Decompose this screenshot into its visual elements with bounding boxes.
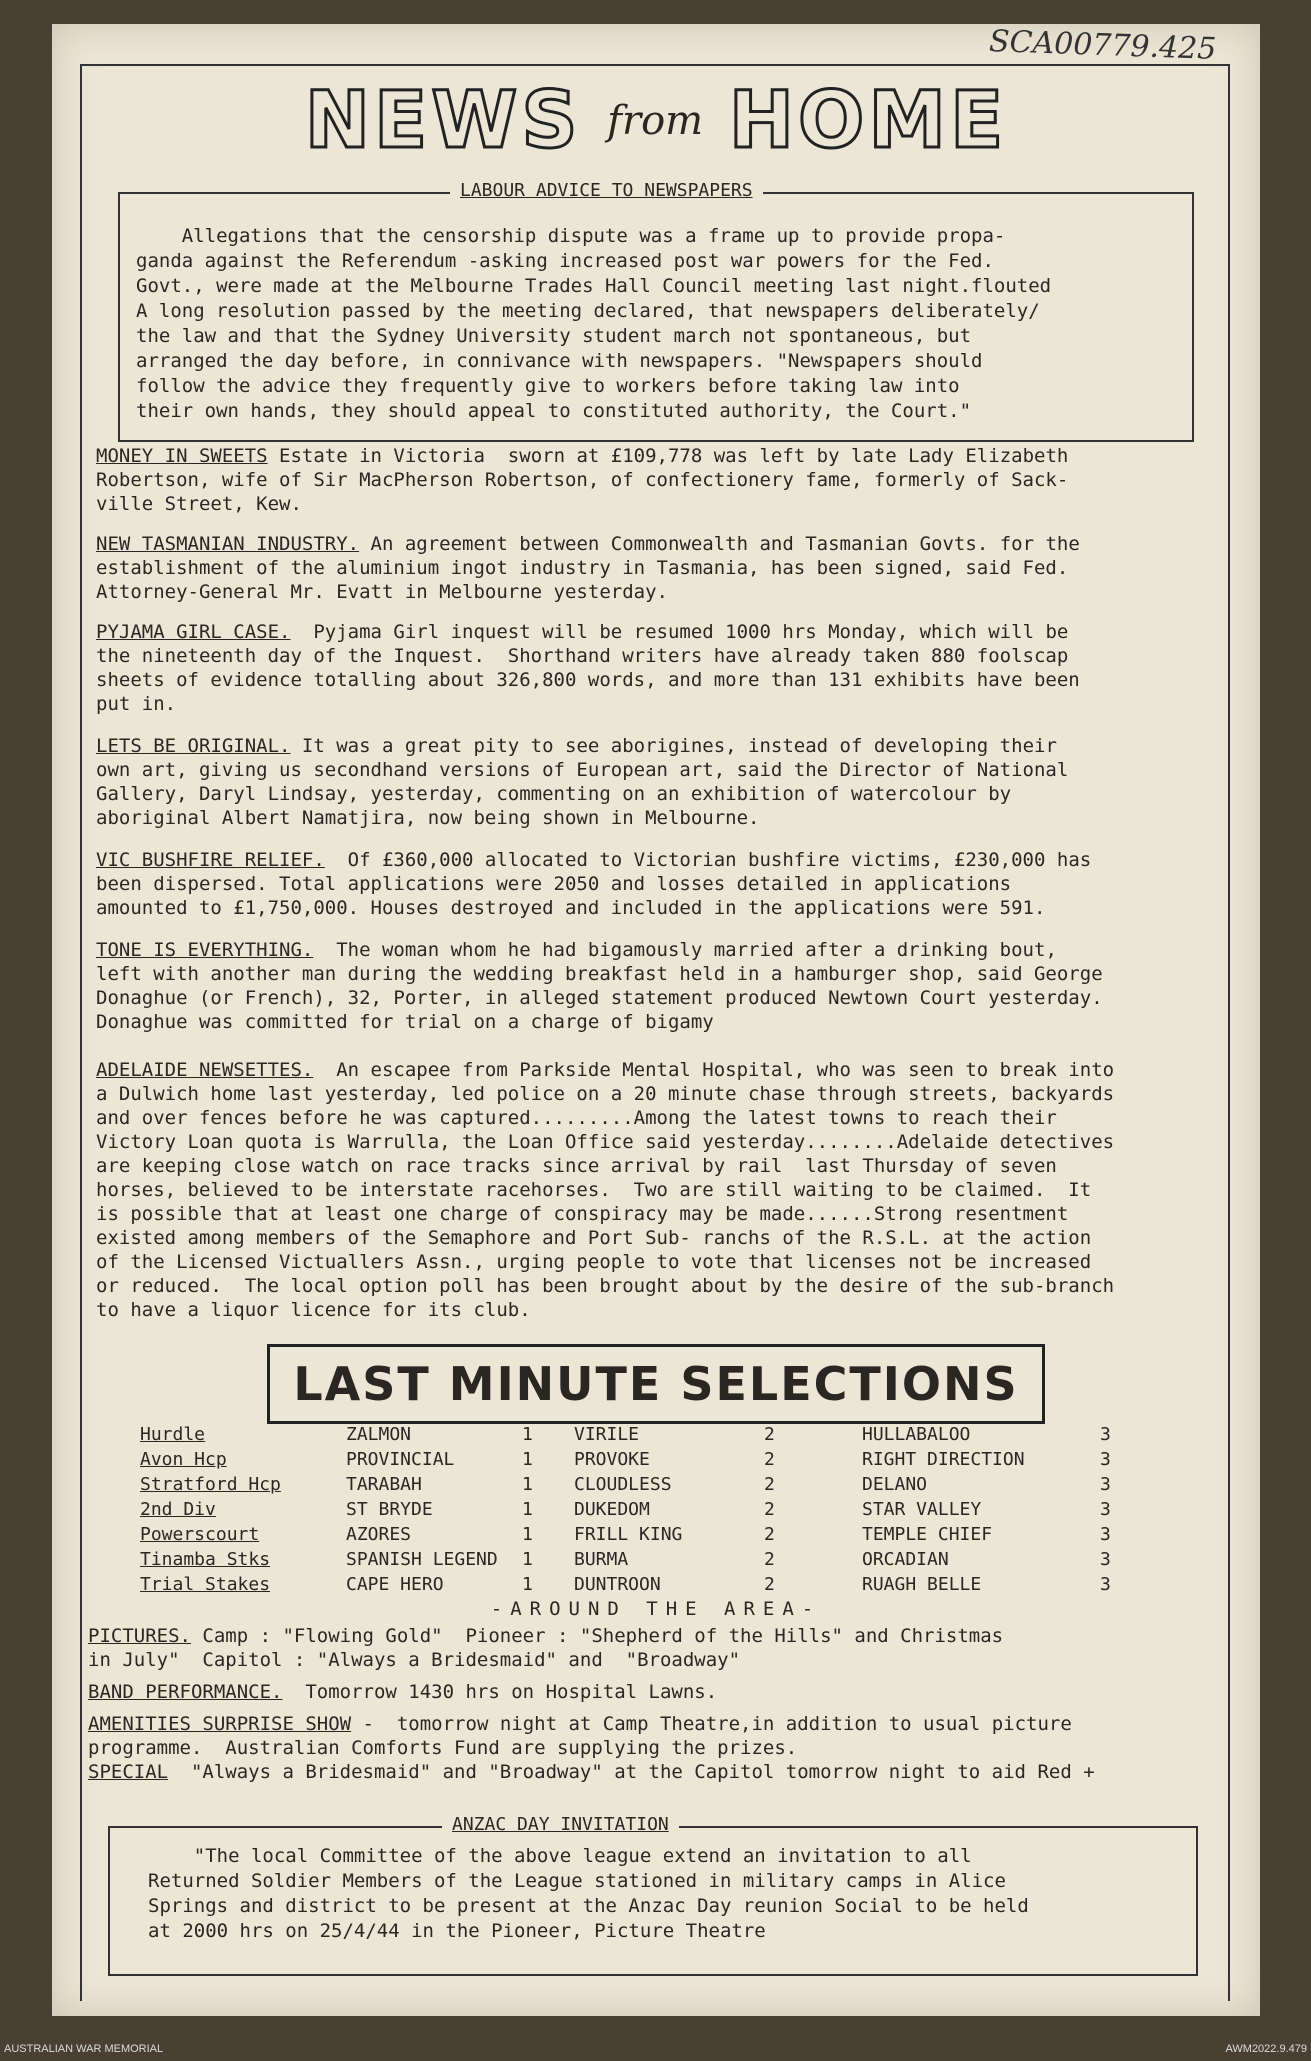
article-pyjama-girl xyxy=(96,620,1068,644)
article-line: sheets of evidence totalling about 326,800 words, and more than 131 exhibits have been xyxy=(96,669,1080,691)
notice-text: Camp : "Flowing Gold" Pioneer : "Shepherd of the Hills" and Christmas xyxy=(190,1625,1004,1647)
second-rank: 2 xyxy=(764,1574,775,1595)
labour-line: Allegations that the censorship dispute was a frame up to provide propa- xyxy=(136,225,1006,247)
first-rank: 1 xyxy=(522,1574,533,1595)
first-pick: TARABAH xyxy=(346,1474,422,1495)
second-pick: PROVOKE xyxy=(574,1449,650,1470)
selection-row xyxy=(140,1424,1220,1448)
first-pick: ST BRYDE xyxy=(346,1499,433,1520)
third-pick: STAR VALLEY xyxy=(862,1499,982,1520)
footer-right-id: AWM2022.9.479 xyxy=(1225,2043,1307,2055)
second-pick: FRILL KING xyxy=(574,1524,683,1545)
article-line: ville Street, Kew. xyxy=(96,493,302,515)
third-pick: DELANO xyxy=(862,1474,928,1495)
labour-line: A long resolution passed by the meeting declared, that newspapers deliberately/ xyxy=(136,300,1040,322)
selection-row xyxy=(140,1499,1220,1523)
second-rank: 2 xyxy=(764,1499,775,1520)
article-line: Robertson, wife of Sir MacPherson Robertson, of confectionery fame, formerly of Sack- xyxy=(96,469,1069,491)
labour-line: the law and that the Sydney University student march not spontaneous, but xyxy=(136,325,972,347)
archive-reference: SCA00779.425 xyxy=(988,24,1217,67)
article-lets-be-original xyxy=(96,734,1057,758)
headline: NEW TASMANIAN INDUSTRY. xyxy=(96,533,360,555)
article-line: own art, giving us secondhand versions of European art, said the Director of National xyxy=(96,759,1069,781)
third-rank: 3 xyxy=(1100,1524,1111,1545)
article-line: is possible that at least one charge of conspiracy may be made......Strong resentment xyxy=(96,1203,1069,1225)
labour-line: follow the advice they frequently give to workers before taking law into xyxy=(136,375,960,397)
third-rank: 3 xyxy=(1100,1424,1111,1445)
race-name: Avon Hcp xyxy=(140,1449,227,1470)
third-rank: 3 xyxy=(1100,1449,1111,1470)
headline: PICTURES. xyxy=(88,1625,191,1647)
article-money-in-sweets xyxy=(96,444,1068,468)
first-rank: 1 xyxy=(522,1549,533,1570)
headline: PYJAMA GIRL CASE. xyxy=(96,621,291,643)
race-name: Hurdle xyxy=(140,1424,206,1445)
article-text: An agreement between Commonwealth and Tasmanian Govts. for the xyxy=(359,533,1080,555)
race-name: Trial Stakes xyxy=(140,1574,271,1595)
masthead-news: NEWS xyxy=(304,76,582,166)
headline: ADELAIDE NEWSETTES. xyxy=(96,1059,314,1081)
article-line: establishment of the aluminium ingot industry in Tasmania, has been signed, said Fed. xyxy=(96,557,1069,579)
footer-left-credit: AUSTRALIAN WAR MEMORIAL xyxy=(4,2043,164,2055)
notice-text: Tomorrow 1430 hrs on Hospital Lawns. xyxy=(282,1681,718,1703)
last-minute-selections-title: LAST MINUTE SELECTIONS xyxy=(293,1357,1019,1411)
article-text: An escapee from Parkside Mental Hospital, who was seen to break into xyxy=(313,1059,1115,1081)
masthead-from: from xyxy=(607,98,704,144)
anzac-line: Springs and district to be present at the Anzac Day reunion Social to be held xyxy=(148,1895,1029,1917)
article-line: the nineteenth day of the Inquest. Shorthand writers have already taken 880 foolscap xyxy=(96,645,1069,667)
article-vic-bushfire-relief xyxy=(96,848,1091,872)
headline: TONE IS EVERYTHING. xyxy=(96,939,314,961)
anzac-line: at 2000 hrs on 25/4/44 in the Pioneer, Picture Theatre xyxy=(148,1920,766,1942)
selection-row xyxy=(140,1474,1220,1498)
third-pick: HULLABALOO xyxy=(862,1424,971,1445)
band-notice xyxy=(88,1680,717,1704)
second-rank: 2 xyxy=(764,1549,775,1570)
first-rank: 1 xyxy=(522,1499,533,1520)
first-pick: SPANISH LEGEND xyxy=(346,1549,498,1570)
article-line: are keeping close watch on race tracks since arrival by rail last Thursday of seven xyxy=(96,1155,1057,1177)
second-rank: 2 xyxy=(764,1524,775,1545)
selection-row xyxy=(140,1574,1220,1598)
special-notice xyxy=(88,1760,1095,1784)
article-line: existed among members of the Semaphore and Port Sub- ranchs of the R.S.L. at the action xyxy=(96,1227,1092,1249)
labour-line: Govt., were made at the Melbourne Trades Hall Council meeting last night.flouted xyxy=(136,275,1052,297)
second-rank: 2 xyxy=(764,1449,775,1470)
race-name: Tinamba Stks xyxy=(140,1549,271,1570)
anzac-line: "The local Committee of the above league extend an invitation to all xyxy=(148,1845,972,1867)
headline: LETS BE ORIGINAL. xyxy=(96,735,291,757)
anzac-invitation-title: ANZAC DAY INVITATION xyxy=(442,1814,679,1835)
article-line: and over fences before he was captured.........Among the latest towns to reach their xyxy=(96,1107,1057,1129)
third-rank: 3 xyxy=(1100,1474,1111,1495)
article-text: Of £360,000 allocated to Victorian bushfire victims, £230,000 has xyxy=(324,849,1092,871)
headline: MONEY IN SWEETS xyxy=(96,445,268,467)
article-line: put in. xyxy=(96,693,177,715)
labour-advice-title: LABOUR ADVICE TO NEWSPAPERS xyxy=(450,180,763,201)
third-pick: TEMPLE CHIEF xyxy=(862,1524,993,1545)
selection-row xyxy=(140,1524,1220,1548)
article-line: horses, believed to be interstate racehorses. Two are still waiting to be claimed. It xyxy=(96,1179,1092,1201)
second-pick: CLOUDLESS xyxy=(574,1474,672,1495)
masthead-home: HOME xyxy=(728,76,1008,166)
third-pick: RIGHT DIRECTION xyxy=(862,1449,1025,1470)
article-text: Estate in Victoria sworn at £109,778 was left by late Lady Elizabeth xyxy=(267,445,1069,467)
article-text: Pyjama Girl inquest will be resumed 1000 hrs Monday, which will be xyxy=(290,621,1069,643)
first-pick: CAPE HERO xyxy=(346,1574,444,1595)
headline: VIC BUSHFIRE RELIEF. xyxy=(96,849,325,871)
notice-text: "Always a Bridesmaid" and "Broadway" at the Capitol tomorrow night to aid Red + xyxy=(168,1761,1095,1783)
second-pick: DUNTROON xyxy=(574,1574,661,1595)
race-name: Stratford Hcp xyxy=(140,1474,281,1495)
article-line: aboriginal Albert Namatjira, now being shown in Melbourne. xyxy=(96,807,760,829)
masthead xyxy=(52,76,1260,176)
notice-line: in July" Capitol : "Always a Bridesmaid" and "Broadway" xyxy=(88,1649,741,1671)
first-rank: 1 xyxy=(522,1424,533,1445)
anzac-line: Returned Soldier Members of the League stationed in military camps in Alice xyxy=(148,1870,1006,1892)
article-text: The woman whom he had bigamously married after a drinking bout, xyxy=(313,939,1057,961)
headline: AMENITIES SURPRISE SHOW xyxy=(88,1713,352,1735)
article-line: amounted to £1,750,000. Houses destroyed and included in the applications were 591. xyxy=(96,897,1046,919)
first-pick: ZALMON xyxy=(346,1424,412,1445)
article-line: to have a liquor licence for its club. xyxy=(96,1299,531,1321)
first-pick: AZORES xyxy=(346,1524,412,1545)
third-rank: 3 xyxy=(1100,1499,1111,1520)
headline: SPECIAL xyxy=(88,1761,169,1783)
first-rank: 1 xyxy=(522,1524,533,1545)
labour-line: arranged the day before, in connivance with newspapers. "Newspapers should xyxy=(136,350,983,372)
third-pick: RUAGH BELLE xyxy=(862,1574,982,1595)
headline: BAND PERFORMANCE. xyxy=(88,1681,283,1703)
article-line: Donaghue was committed for trial on a charge of bigamy xyxy=(96,1011,714,1033)
selection-row xyxy=(140,1549,1220,1573)
pictures-notice xyxy=(88,1624,1003,1648)
article-line: Victory Loan quota is Warrulla, the Loan Office said yesterday........Adelaide detectives xyxy=(96,1131,1115,1153)
article-line: of the Licensed Victuallers Assn., urging people to vote that licenses not be increased xyxy=(96,1251,1092,1273)
amenities-notice xyxy=(88,1712,1072,1736)
newsletter-page xyxy=(52,24,1260,2016)
article-line: Attorney-General Mr. Evatt in Melbourne yesterday. xyxy=(96,581,668,603)
notice-text: - tomorrow night at Camp Theatre,in addition to usual picture xyxy=(351,1713,1072,1735)
second-rank: 2 xyxy=(764,1424,775,1445)
first-rank: 1 xyxy=(522,1474,533,1495)
labour-line: their own hands, they should appeal to constituted authority, the Court." xyxy=(136,400,972,422)
labour-line: ganda against the Referendum -asking increased post war powers for the Fed. xyxy=(136,250,994,272)
article-adelaide-newsettes xyxy=(96,1058,1114,1082)
third-rank: 3 xyxy=(1100,1549,1111,1570)
article-line: been dispersed. Total applications were 2050 and losses detailed in applications xyxy=(96,873,1012,895)
notice-line: programme. Australian Comforts Fund are supplying the prizes. xyxy=(88,1737,798,1759)
second-pick: VIRILE xyxy=(574,1424,640,1445)
article-text: It was a great pity to see aborigines, instead of developing their xyxy=(290,735,1057,757)
first-rank: 1 xyxy=(522,1449,533,1470)
article-tone-is-everything xyxy=(96,938,1057,962)
race-name: 2nd Div xyxy=(140,1499,216,1520)
around-the-area-title: -AROUND THE AREA- xyxy=(490,1598,822,1620)
last-minute-selections-banner xyxy=(267,1344,1045,1424)
article-tasmanian-industry xyxy=(96,532,1080,556)
second-pick: BURMA xyxy=(574,1549,629,1570)
third-pick: ORCADIAN xyxy=(862,1549,949,1570)
third-rank: 3 xyxy=(1100,1574,1111,1595)
article-line: a Dulwich home last yesterday, led police on a 20 minute chase through streets, backyards xyxy=(96,1083,1115,1105)
article-line: Donaghue (or French), 32, Porter, in alleged statement produced Newtown Court yesterday. xyxy=(96,987,1103,1009)
race-name: Powerscourt xyxy=(140,1524,260,1545)
article-line: Gallery, Daryl Lindsay, yesterday, commenting on an exhibition of watercolour by xyxy=(96,783,1012,805)
first-pick: PROVINCIAL xyxy=(346,1449,455,1470)
selection-row xyxy=(140,1449,1220,1473)
article-line: or reduced. The local option poll has been brought about by the desire of the sub-branch xyxy=(96,1275,1115,1297)
article-line: left with another man during the wedding breakfast held in a hamburger shop, said George xyxy=(96,963,1103,985)
second-pick: DUKEDOM xyxy=(574,1499,650,1520)
second-rank: 2 xyxy=(764,1474,775,1495)
